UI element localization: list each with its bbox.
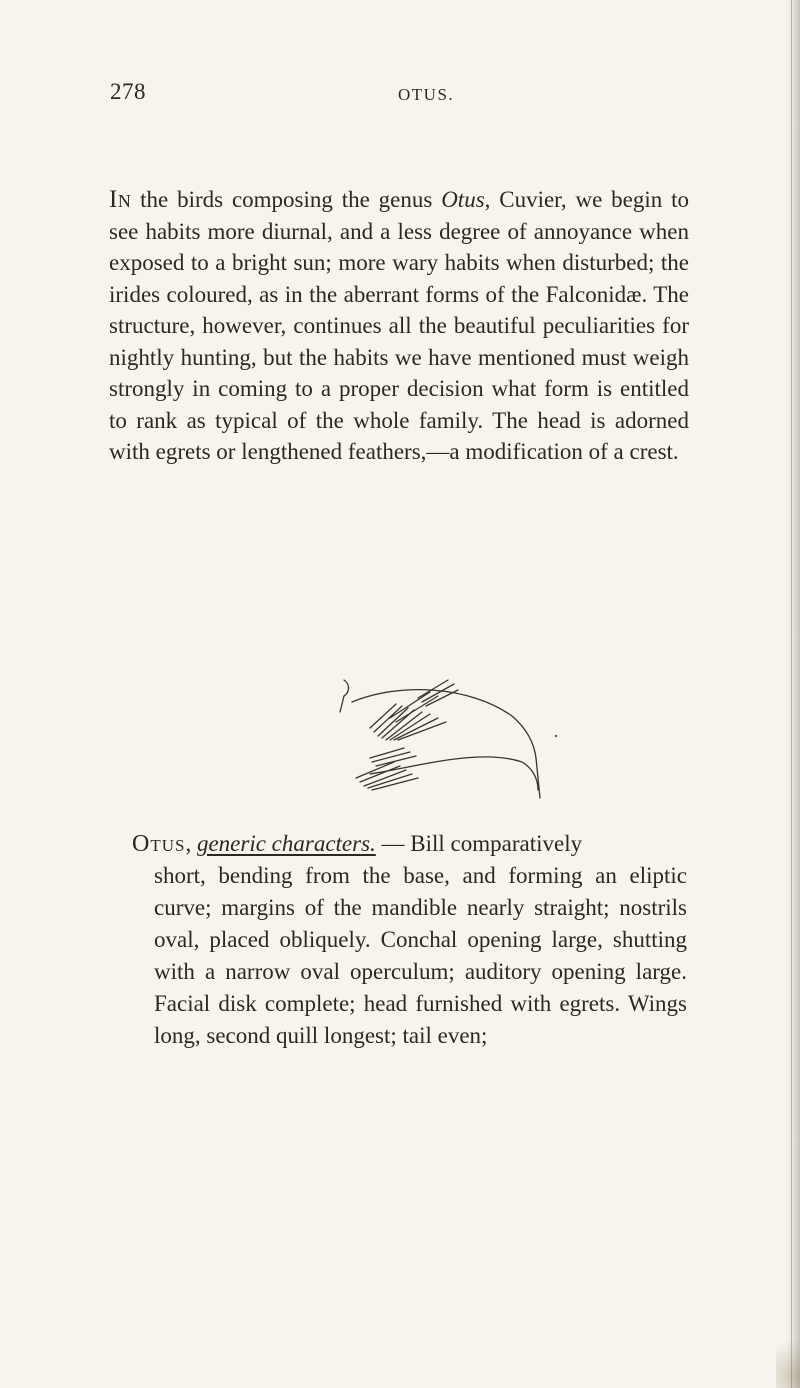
caption-first-line-rest: Bill comparatively: [410, 831, 583, 856]
upper-mandible-line: [352, 690, 536, 758]
paragraph-text-1: the birds composing the genus: [131, 187, 442, 212]
bill-illustration: [330, 678, 560, 800]
generic-characters-label: generic characters.: [196, 831, 376, 856]
body-paragraph: [109, 184, 689, 468]
caption-genus: Otus: [132, 831, 186, 857]
caption-dash: —: [375, 831, 411, 856]
genus-name: Otus: [441, 187, 485, 212]
running-head: OTUS.: [398, 85, 455, 104]
paragraph-text-2: , Cuvier, we begin to see habits more diurnal, and a less degree of annoyance when exposed to a bright sun; more wary habits when disturbed; the irides coloured, as in the aberrant forms of the Falconidæ. The structure, however, continues all the beautiful peculiarities for nightly hunting, but the habits we have mentioned must weigh strongly in coming to a proper decision what form is entitled to rank as typical of the whole family. The head is adorned with egrets or lengthened feathers,—a modification of a crest.: [109, 187, 689, 464]
caption-separator: ,: [185, 831, 197, 856]
page-smudge: [776, 1328, 800, 1388]
lead-word: In: [109, 186, 132, 213]
page-edge-shadow: [786, 0, 800, 1388]
page-edge-line: [791, 0, 792, 1388]
page-header: [110, 79, 690, 115]
generic-characters-paragraph: [132, 828, 687, 1052]
bracket-mark: [344, 680, 349, 696]
page-number: 278: [110, 79, 146, 104]
caption-body: short, bending from the base, and forming an eliptic curve; margins of the mandible nearly straight; nostrils oval, placed obliquely. Conchal opening large, shutting with a narrow oval operculum; auditory opening large. Facial disk complete; head furnished with egrets. Wings long, second quill longest; tail even;: [154, 863, 687, 1048]
